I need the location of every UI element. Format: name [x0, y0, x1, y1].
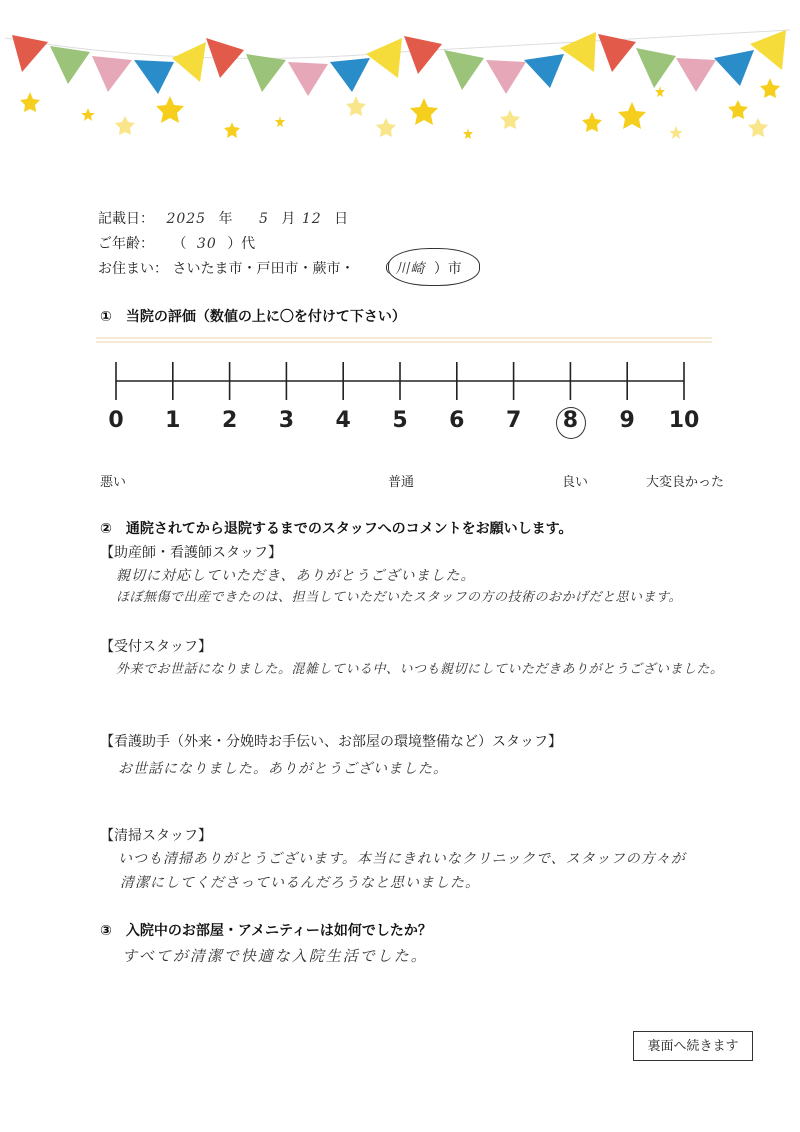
age-close: ）代 [227, 236, 256, 252]
scale-tick-number[interactable]: 5 [392, 408, 408, 433]
date-day-value: 12 [301, 211, 322, 227]
room-answer: すべてが清潔で快適な入院生活でした。 [122, 947, 428, 965]
residence-close: ）市 [433, 261, 462, 277]
room-title: ③ 入院中のお部屋・アメニティーは如何でしたか？ [100, 923, 432, 939]
scale-tick-number[interactable]: 3 [278, 408, 295, 433]
scale-tick-number[interactable]: 6 [449, 408, 465, 433]
midwife-staff-title: 【助産師・看護師スタッフ】 [100, 545, 282, 561]
date-year-unit: 年 [218, 211, 233, 227]
scale-label-very-good: 大変良かった [646, 475, 725, 490]
date-year-value: 2025 [166, 211, 207, 227]
scale-tick-number[interactable]: 10 [668, 408, 700, 433]
comments-title: ② 通院されてから退院するまでのスタッフへのコメントをお願いします。 [100, 521, 573, 537]
age-value: 30 [196, 236, 217, 252]
scale-tick-number[interactable]: 2 [221, 408, 238, 433]
midwife-comment-line2: ほぼ無傷で出産できたのは、担当していただいたスタッフの方の技術のおかげだと思います。 [116, 590, 682, 605]
date-month-unit: 月 [281, 211, 296, 227]
age-label: ご年齢： [98, 236, 154, 252]
continue-on-back-label: 裏面へ続きます [633, 1031, 753, 1061]
residence-value: 川崎 [395, 261, 426, 277]
date-label: 記載日： [98, 211, 154, 227]
scale-tick-number[interactable]: 7 [505, 408, 522, 433]
reception-staff-title: 【受付スタッフ】 [100, 639, 212, 655]
scale-tick-number[interactable]: 4 [335, 408, 351, 433]
date-month-value: 5 [259, 211, 269, 227]
cleaning-comment-line1: いつも清掃ありがとうございます。本当にきれいなクリニックで、スタッフの方々が [118, 851, 686, 867]
residence-open: （ [376, 261, 391, 277]
assistant-comment-line1: お世話になりました。ありがとうございました。 [118, 761, 448, 777]
midwife-comment-line1: 親切に対応していただき、ありがとうございました。 [116, 568, 476, 584]
scale-label-good: 良い [562, 475, 589, 490]
scale-label-bad: 悪い [100, 475, 127, 490]
scale-tick-number[interactable]: 0 [108, 408, 124, 433]
residence-label: お住まい： [98, 261, 168, 277]
residence-options: さいたま市・戸田市・蕨市・ [172, 261, 355, 277]
reception-comment-line1: 外来でお世話になりました。混雑している中、いつも親切にしていただきありがとうございました。 [116, 662, 724, 677]
scale-tick-number[interactable]: 8 [562, 408, 579, 433]
scale-tick-number[interactable]: 9 [619, 408, 635, 433]
cleaning-comment-line2: 清潔にしてくださっているんだろうなと思いました。 [120, 875, 480, 891]
scale-tick-number[interactable]: 1 [165, 408, 181, 433]
rating-title: ① 当院の評価（数値の上に〇を付けて下さい） [100, 309, 406, 325]
date-day-unit: 日 [334, 211, 349, 227]
scale-label-normal: 普通 [388, 475, 415, 490]
cleaning-staff-title: 【清掃スタッフ】 [100, 828, 212, 844]
age-open: （ [172, 236, 187, 252]
assistant-staff-title: 【看護助手（外来・分娩時お手伝い、お部屋の環境整備など）スタッフ】 [100, 734, 562, 750]
